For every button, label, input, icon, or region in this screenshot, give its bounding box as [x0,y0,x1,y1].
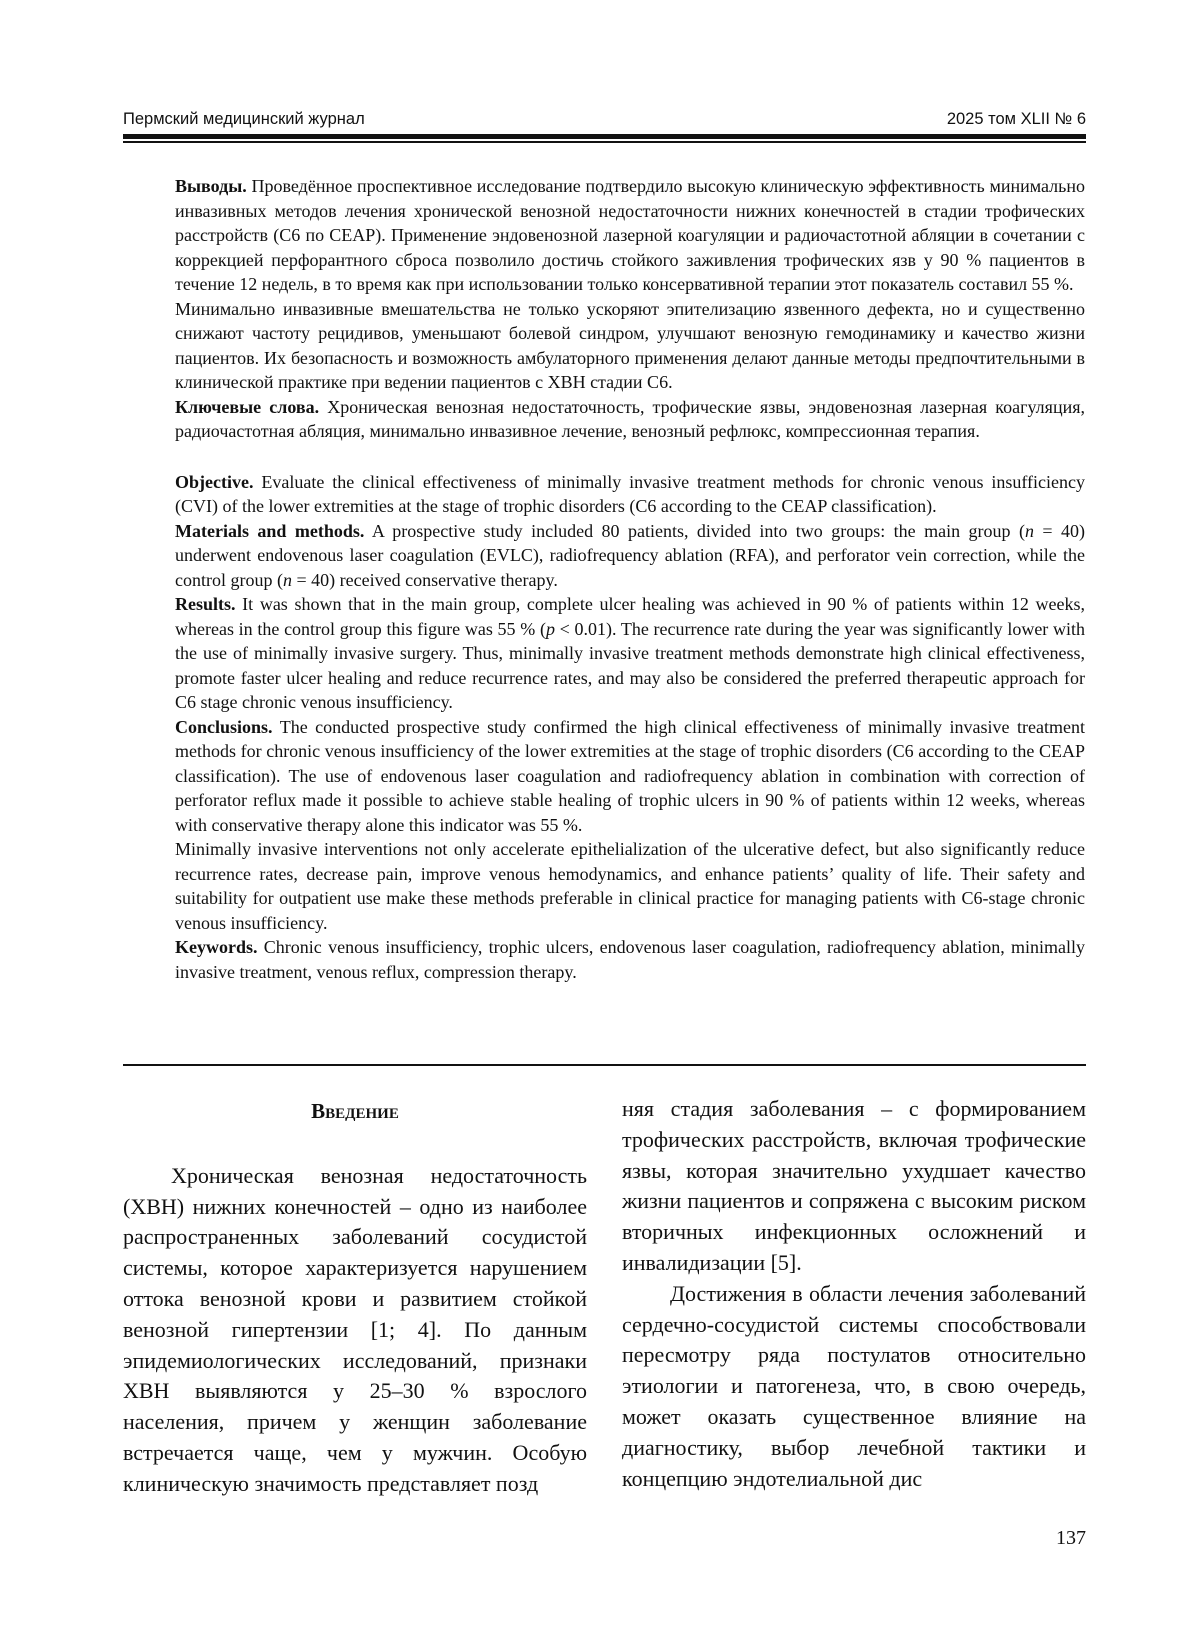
abstract-divider [123,1064,1086,1066]
abstract-gap [175,444,1085,470]
abstract-en-keywords [175,935,1085,984]
abstract-ru-keywords-text: Хроническая венозная недостаточность, трофические язвы, эндовенозная лазерная коагуляция, радиочастотная абляция, минимально инвазивное лечение, венозный рефлюкс, компрессионная терапия. [175,396,1085,441]
abstract-en-keywords-label: Keywords. [175,937,258,957]
abstract-en-results-p: p [545,618,555,639]
abstract-en-methods-n1: n [1024,520,1034,541]
body-column-right [622,1094,1086,1494]
abstract-ru-keywords [175,395,1085,444]
issue-info: 2025 том XLII № 6 [946,110,1086,128]
abstract-en-results-text-1: It was shown that in the main group, complete ulcer healing was achieved in 90 % of patients within 12 weeks, whereas in the control group this figure was 55 % ( [175,594,1085,639]
intro-paragraph-1: Хроническая венозная недостаточность (ХВН) нижних конечностей – одно из наиболее распространенных заболеваний сосудистой системы, которое характеризуется нарушением оттока венозной крови и развитием стойкой венозной гипертензии [1; 4]. По данным эпидемиологических исследований, признаки ХВН выявляются у 25–30 % взрослого населения, причем у женщин заболевание встречается чаще, чем у мужчин. Особую клиническую значимость представляет позд [123,1162,587,1496]
section-title: Введение [311,1099,399,1123]
journal-title: Пермский медицинский журнал [123,110,365,128]
abstract-en-keywords-text: Chronic venous insufficiency, trophic ulcers, endovenous laser coagulation, radiofrequency ablation, minimally invasive treatment, venous reflux, compression therapy. [175,937,1085,982]
abstract-en-conclusions [175,715,1085,838]
abstract-en-methods-text-3: = 40) received conservative therapy. [291,569,558,590]
abstract-ru-conclusions [175,174,1085,297]
abstract-en-objective-text: Evaluate the clinical effectiveness of minimally invasive treatment methods for chronic venous insufficiency (CVI) of the lower extremities at the stage of trophic disorders (C6 according to the CEAP classification). [175,471,1085,516]
abstract-ru-keywords-label: Ключевые слова. [175,396,320,417]
abstract-ru-conclusions-text: Проведённое проспективное исследование подтвердило высокую клиническую эффективность минимально инвазивных методов лечения хронической венозной недостаточности нижних конечностей в стадии трофических расстройств (С6 по CEAP). Применение эндовенозной лазерной коагуляции и радиочастотной абляции в сочетании с коррекцией перфорантного сброса позволило достичь стойкого заживления трофических язв у 90 % пациентов в течение 12 недель, в то время как при использовании только консервативной терапии этот показатель составил 55 %. [175,176,1085,294]
body-column-left [123,1096,587,1500]
abstract-ru-conclusions-label: Выводы. [175,176,247,196]
abstract-en-methods-text-1: A prospective study included 80 patients, divided into two groups: the main group ( [364,520,1025,541]
abstract-en-methods-label: Materials and methods. [175,520,365,541]
header-rule-thick [123,134,1086,139]
abstract-en-methods-n2: n [282,569,292,590]
intro-paragraph-1-continued: няя стадия заболевания – с формированием трофических расстройств, включая трофические язвы, которая значительно ухудшает качество жизни пациентов и сопряжена с высоким риском вторичных инфекционных осложнений и инвалидизации [5]. [622,1096,1086,1275]
abstract-en-objective [175,470,1085,519]
page-number: 137 [1056,1527,1086,1549]
header-rule-thin [123,141,1086,143]
abstract-en-results-label: Results. [175,594,236,614]
abstract-en-objective-label: Objective. [175,471,254,492]
abstract-en-methods [175,519,1085,593]
abstract-en-methods-text-2: = 40) underwent endovenous laser coagulation (EVLC), radiofrequency ablation (RFA), and perforator vein correction, while the control group ( [175,520,1085,590]
abstract-en-conclusions-2: Minimally invasive interventions not only accelerate epithelialization of the ulcerative defect, but also significantly reduce recurrence rates, decrease pain, improve venous hemodynamics, and enhance patients’ quality of life. Their safety and suitability for outpatient use make these methods preferable in clinical practice for managing patients with C6-stage chronic venous insufficiency. [175,839,1085,933]
abstract-en-results [175,592,1085,715]
running-header [123,110,1086,132]
abstract-en-conclusions-text: The conducted prospective study confirmed the high clinical effectiveness of minimally invasive treatment methods for chronic venous insufficiency of the lower extremities at the stage of trophic disorders (C6 according to the CEAP classification). The use of endovenous laser coagulation and radiofrequency ablation in combination with correction of perforator reflux made it possible to achieve stable healing of trophic ulcers in 90 % of patients within 12 weeks, whereas with conservative therapy alone this indicator was 55 %. [175,716,1085,835]
abstract-ru-conclusions-2: Минимально инвазивные вмешательства не только ускоряют эпителизацию язвенного дефекта, но и существенно снижают частоту рецидивов, уменьшают болевой синдром, улучшают венозную гемодинамику и качество жизни пациентов. Их безопасность и возможность амбулаторного применения делают данные методы предпочтительными в клинической практике при ведении пациентов с ХВН стадии С6. [175,298,1085,392]
abstract-en-results-text-2: < 0.01). The recurrence rate during the year was significantly lower with the use of minimally invasive surgery. Thus, minimally invasive treatment methods demonstrate high clinical effectiveness, promote faster ulcer healing and reduce recurrence rates, and may also be considered the preferred therapeutic approach for C6 stage chronic venous insufficiency. [175,618,1085,712]
abstract-en-conclusions-label: Conclusions. [175,716,273,737]
intro-paragraph-2: Достижения в области лечения заболеваний сердечно-сосудистой системы способствовали пересмотру ряда постулатов относительно этиологии и патогенеза, что, в свою очередь, может оказать существенное влияние на диагностику, выбор лечебной тактики и концепцию эндотелиальной дис [622,1280,1086,1491]
abstract [175,174,1085,984]
